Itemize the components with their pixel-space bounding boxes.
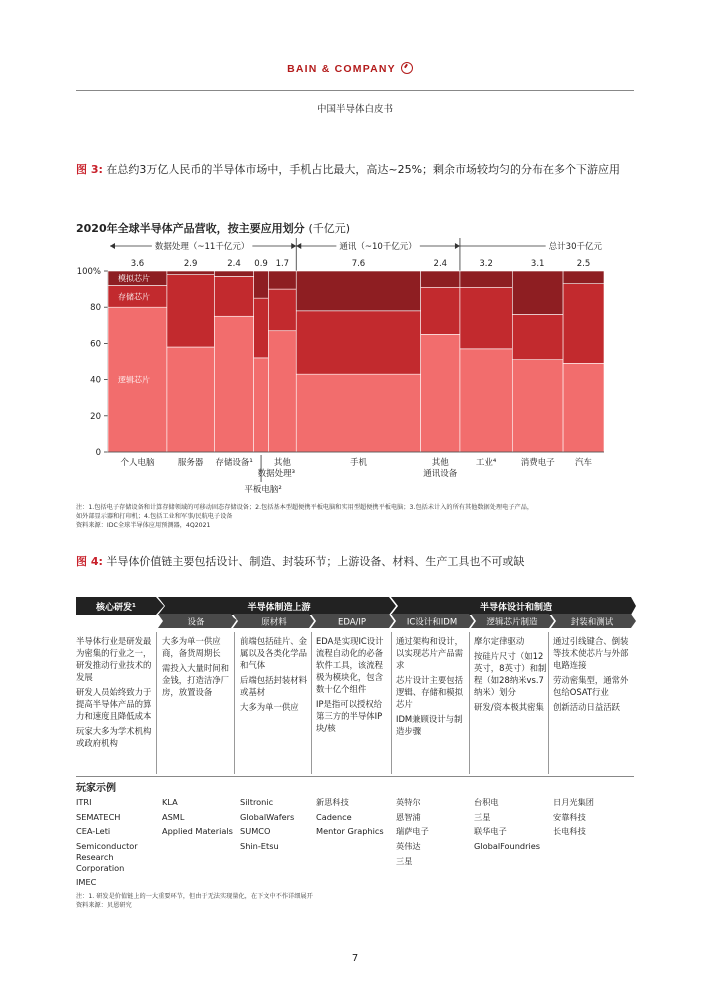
player-name: Mentor Graphics — [316, 826, 384, 837]
col-logic-fab — [474, 635, 547, 716]
logic-fab-text: 摩尔定律驱动 — [474, 636, 525, 646]
rd-text: 研发人员始终致力于提高半导体产品的算力和速度且降低成本 — [76, 687, 152, 721]
player-name: 台积电 — [474, 797, 499, 807]
packaging-text: 创新活动日益活跃 — [553, 702, 620, 712]
category-label: 服务器 — [177, 458, 204, 468]
bar-segment-逻辑芯片 — [296, 374, 420, 452]
bar-segment-存储芯片 — [167, 275, 214, 347]
bar-segment-模拟芯片 — [460, 271, 512, 287]
player-name: KLA — [162, 797, 178, 807]
bar-segment-存储芯片 — [563, 284, 604, 364]
design-header: 半导体设计和制造 — [479, 603, 553, 613]
figure3-caption-text: 在总约3万亿人民币的半导体市场中，手机占比最大，高达~25%；剩余市场较均匀的分布在多个下游应用 — [106, 163, 621, 176]
players-equipment — [162, 795, 233, 839]
player-name: Semiconductor Research Corporation — [76, 841, 138, 874]
players-logic-fab — [474, 795, 540, 854]
player-name: ITRI — [76, 797, 92, 807]
bar-segment-存储芯片 — [214, 276, 253, 316]
header-divider — [76, 90, 634, 91]
document-title: 中国半导体白皮书 — [316, 104, 393, 115]
category-label: 汽车 — [575, 458, 593, 468]
logic-fab-text: 研发/资本极其密集 — [474, 702, 544, 712]
column-divider — [156, 632, 157, 774]
player-name: Shin-Etsu — [240, 841, 279, 852]
player-name: SEMATECH — [76, 811, 121, 822]
y-tick-label: 80 — [90, 303, 101, 314]
figure3-caption — [76, 161, 620, 177]
ic-design-text: IDM兼顾设计与制造步骤 — [396, 714, 463, 736]
player-name: GlobalWafers — [240, 811, 295, 822]
players-title: 玩家示例 — [76, 783, 116, 794]
category-label: 个人电脑 — [120, 458, 155, 468]
bar-width-label: 3.2 — [479, 259, 493, 269]
column-divider — [469, 632, 470, 774]
player-name: 联华电子 — [474, 826, 507, 837]
note-line: 注：1. 研发是价值链上的一大重要环节，但由于无法实现量化，在下文中不作详细展开 — [76, 893, 313, 900]
y-tick-label: 60 — [90, 339, 101, 350]
col-rd — [76, 635, 154, 752]
mekko-chart — [0, 230, 710, 500]
player-name: Siltronic — [240, 797, 274, 807]
bar-segment-模拟芯片 — [167, 271, 214, 275]
group-label-total: 总计30千亿元 — [548, 242, 602, 252]
col-equipment — [162, 635, 232, 701]
bar-segment-逻辑芯片 — [167, 347, 214, 452]
ic-design-text: 通过架构和设计，以实现芯片产品需求 — [396, 636, 463, 670]
bar-segment-逻辑芯片 — [512, 360, 563, 452]
bar-segment-逻辑芯片 — [268, 331, 296, 452]
bar-width-label: 3.6 — [130, 259, 145, 269]
player-name: 日月光集团 — [553, 797, 594, 807]
player-name: 三星 — [396, 855, 413, 866]
player-name: IMEC — [76, 877, 97, 888]
segment-label-logic: 逻辑芯片 — [118, 375, 150, 385]
bar-width-label: 1.7 — [275, 259, 290, 269]
eda-text: EDA是实现IC设计流程自动化的必备软件工具，该流程极为模块化，包含数十亿个组件 — [316, 636, 384, 694]
col-ic-design — [396, 635, 467, 740]
materials-text: 大多为单一供应 — [240, 702, 299, 712]
materials-text: 后端包括封装材料或基材 — [240, 675, 307, 697]
subheader-logic-fab: 逻辑芯片制造 — [486, 617, 538, 628]
packaging-text: 劳动密集型，通常外包给OSAT行业 — [553, 675, 629, 697]
category-label: 手机 — [349, 458, 367, 468]
subheader-materials: 原材料 — [261, 617, 287, 628]
category-label: 通讯设备 — [423, 469, 458, 479]
figure4-label: 图 4: — [76, 555, 103, 568]
bar-segment-存储芯片 — [512, 314, 563, 359]
players-eda — [316, 795, 384, 839]
player-name: 瑞萨电子 — [396, 826, 429, 837]
column-divider — [311, 632, 312, 774]
players-rd — [76, 795, 158, 890]
figure3-label: 图 3: — [76, 163, 103, 176]
players-packaging — [553, 795, 594, 839]
bar-segment-存储芯片 — [296, 311, 420, 374]
bar-segment-存储芯片 — [268, 289, 296, 331]
y-tick-label: 40 — [90, 375, 101, 386]
col-materials — [240, 635, 310, 716]
rd-text: 玩家大多为学术机构或政府机构 — [76, 726, 152, 748]
category-label: 数据处理³ — [257, 469, 296, 479]
figure4-caption — [76, 553, 524, 569]
player-name: 恩智浦 — [396, 811, 421, 822]
note-line: 资料来源：贝恩研究 — [76, 902, 132, 909]
bar-segment-逻辑芯片 — [421, 334, 460, 452]
bar-segment-模拟芯片 — [563, 271, 604, 284]
players-divider — [76, 776, 634, 777]
width-labels — [131, 259, 591, 269]
value-chain-subheader — [76, 614, 636, 628]
arrow-right-icon — [291, 243, 296, 249]
players-ic-design — [396, 795, 429, 869]
col-packaging — [553, 635, 635, 716]
subheader-packaging: 封装和测试 — [570, 617, 614, 628]
bar-segment-模拟芯片 — [268, 271, 296, 289]
column-divider — [548, 632, 549, 774]
bar-segment-存储芯片 — [421, 287, 460, 334]
category-label: 平板电脑² — [244, 485, 282, 495]
player-name: ASML — [162, 811, 185, 822]
group-label-data: 数据处理（~11千亿元） — [154, 242, 250, 252]
bar-segment-逻辑芯片 — [460, 349, 512, 452]
packaging-text: 通过引线键合、倒装等技术使芯片与外部电路连接 — [553, 636, 629, 670]
y-tick-label: 0 — [95, 448, 101, 458]
bar-segment-模拟芯片 — [254, 271, 269, 298]
figure4-notes — [76, 892, 636, 910]
equipment-text: 大多为单一供应商，备货周期长 — [162, 636, 221, 658]
player-name: 三星 — [474, 811, 491, 822]
player-name: 英特尔 — [396, 797, 421, 807]
rd-text: 半导体行业是研发最为密集的行业之一，研发推动行业技术的发展 — [76, 636, 152, 682]
bar-width-label: 2.5 — [576, 259, 591, 269]
category-label: 存储设备¹ — [215, 458, 253, 468]
figure4-caption-text: 半导体价值链主要包括设计、制造、封装环节；上游设备、材料、生产工具也不可或缺 — [106, 555, 525, 568]
subheader-equipment: 设备 — [187, 617, 205, 628]
page-number: 7 — [351, 953, 359, 964]
player-name: 新思科技 — [316, 797, 349, 807]
bar-width-label: 2.4 — [433, 259, 448, 269]
y-tick-label: 100% — [76, 267, 101, 277]
segment-label-memory: 存储芯片 — [118, 292, 150, 302]
column-divider — [391, 632, 392, 774]
group-label-comm: 通讯（~10千亿元） — [339, 242, 417, 252]
category-label: 其他 — [273, 458, 291, 468]
arrow-left-icon — [110, 243, 115, 249]
segment-label-analog: 模拟芯片 — [118, 274, 150, 284]
player-name: CEA-Leti — [76, 826, 111, 837]
bar-width-label: 0.9 — [254, 259, 268, 269]
note-line: 注：1.包括电子存储设备和计算存储领域的可移动固态存储设备；2.包括基本型超便携平板电脑和实用型超便携平板电脑；3.包括未计入的所有其他数据处理电子产品， — [76, 504, 534, 511]
category-label: 工业⁴ — [475, 458, 497, 468]
bar-segment-存储芯片 — [254, 298, 269, 358]
chart-title-text: 2020年全球半导体产品营收，按主要应用划分 — [76, 222, 305, 235]
player-name: SUMCO — [240, 826, 271, 837]
eda-text: IP是指可以授权给第三方的半导体IP块/核 — [316, 699, 383, 733]
player-name: GlobalFoundries — [474, 841, 541, 852]
player-name: 安靠科技 — [553, 811, 586, 822]
bars — [108, 271, 604, 452]
x-labels — [120, 455, 592, 495]
note-line: 如外部显示器和打印机；4.包括工业和军事/民航电子设备 — [76, 513, 233, 520]
category-label: 消费电子 — [520, 458, 555, 468]
brand-name: BAIN & COMPANY — [287, 63, 396, 75]
y-tick-label: 20 — [90, 411, 101, 422]
ic-design-text: 芯片设计主要包括逻辑、存储和模拟芯片 — [396, 675, 463, 709]
arrow-right-icon — [455, 243, 460, 249]
logic-fab-text: 按硅片尺寸（如12英寸，8英寸）和制程（如28纳米vs.7纳米）划分 — [474, 651, 547, 697]
players-materials — [240, 795, 294, 854]
rd-header: 核心研发¹ — [96, 603, 136, 613]
y-axis — [77, 267, 108, 458]
subheader-ic-design: IC设计和IDM — [406, 617, 458, 628]
bar-width-label: 3.1 — [530, 259, 545, 269]
bar-segment-逻辑芯片 — [563, 363, 604, 452]
bar-segment-模拟芯片 — [512, 271, 563, 314]
bar-width-label: 2.9 — [183, 259, 198, 269]
subheader-eda: EDA/IP — [337, 617, 367, 628]
materials-text: 前端包括硅片、金属以及各类化学品和气体 — [240, 636, 307, 670]
brand-logo-text — [0, 62, 700, 75]
bain-logo-icon — [401, 62, 413, 74]
bar-segment-逻辑芯片 — [254, 358, 269, 452]
bar-segment-模拟芯片 — [421, 271, 460, 287]
column-divider — [234, 632, 235, 774]
upstream-header: 半导体制造上游 — [247, 603, 311, 613]
chart-unit: (千亿元) — [308, 222, 351, 235]
bar-segment-逻辑芯片 — [214, 316, 253, 452]
category-label: 其他 — [431, 458, 449, 468]
bar-width-label: 7.6 — [351, 259, 366, 269]
note-line: 资料来源：IDC全球半导体应用预测器，4Q2021 — [76, 522, 211, 529]
arrow-left-icon — [296, 243, 301, 249]
bar-segment-存储芯片 — [460, 287, 512, 349]
player-name: Applied Materials — [162, 826, 233, 837]
bar-segment-模拟芯片 — [214, 271, 253, 276]
bar-width-label: 2.4 — [227, 259, 241, 269]
player-name: 英伟达 — [396, 841, 421, 852]
player-name: Cadence — [316, 811, 352, 822]
player-name: 长电科技 — [553, 826, 586, 837]
bar-segment-模拟芯片 — [296, 271, 420, 311]
figure3-notes — [76, 503, 636, 530]
col-eda — [316, 635, 389, 737]
equipment-text: 需投入大量时间和金钱，打造洁净厂房，放置设备 — [162, 663, 229, 697]
